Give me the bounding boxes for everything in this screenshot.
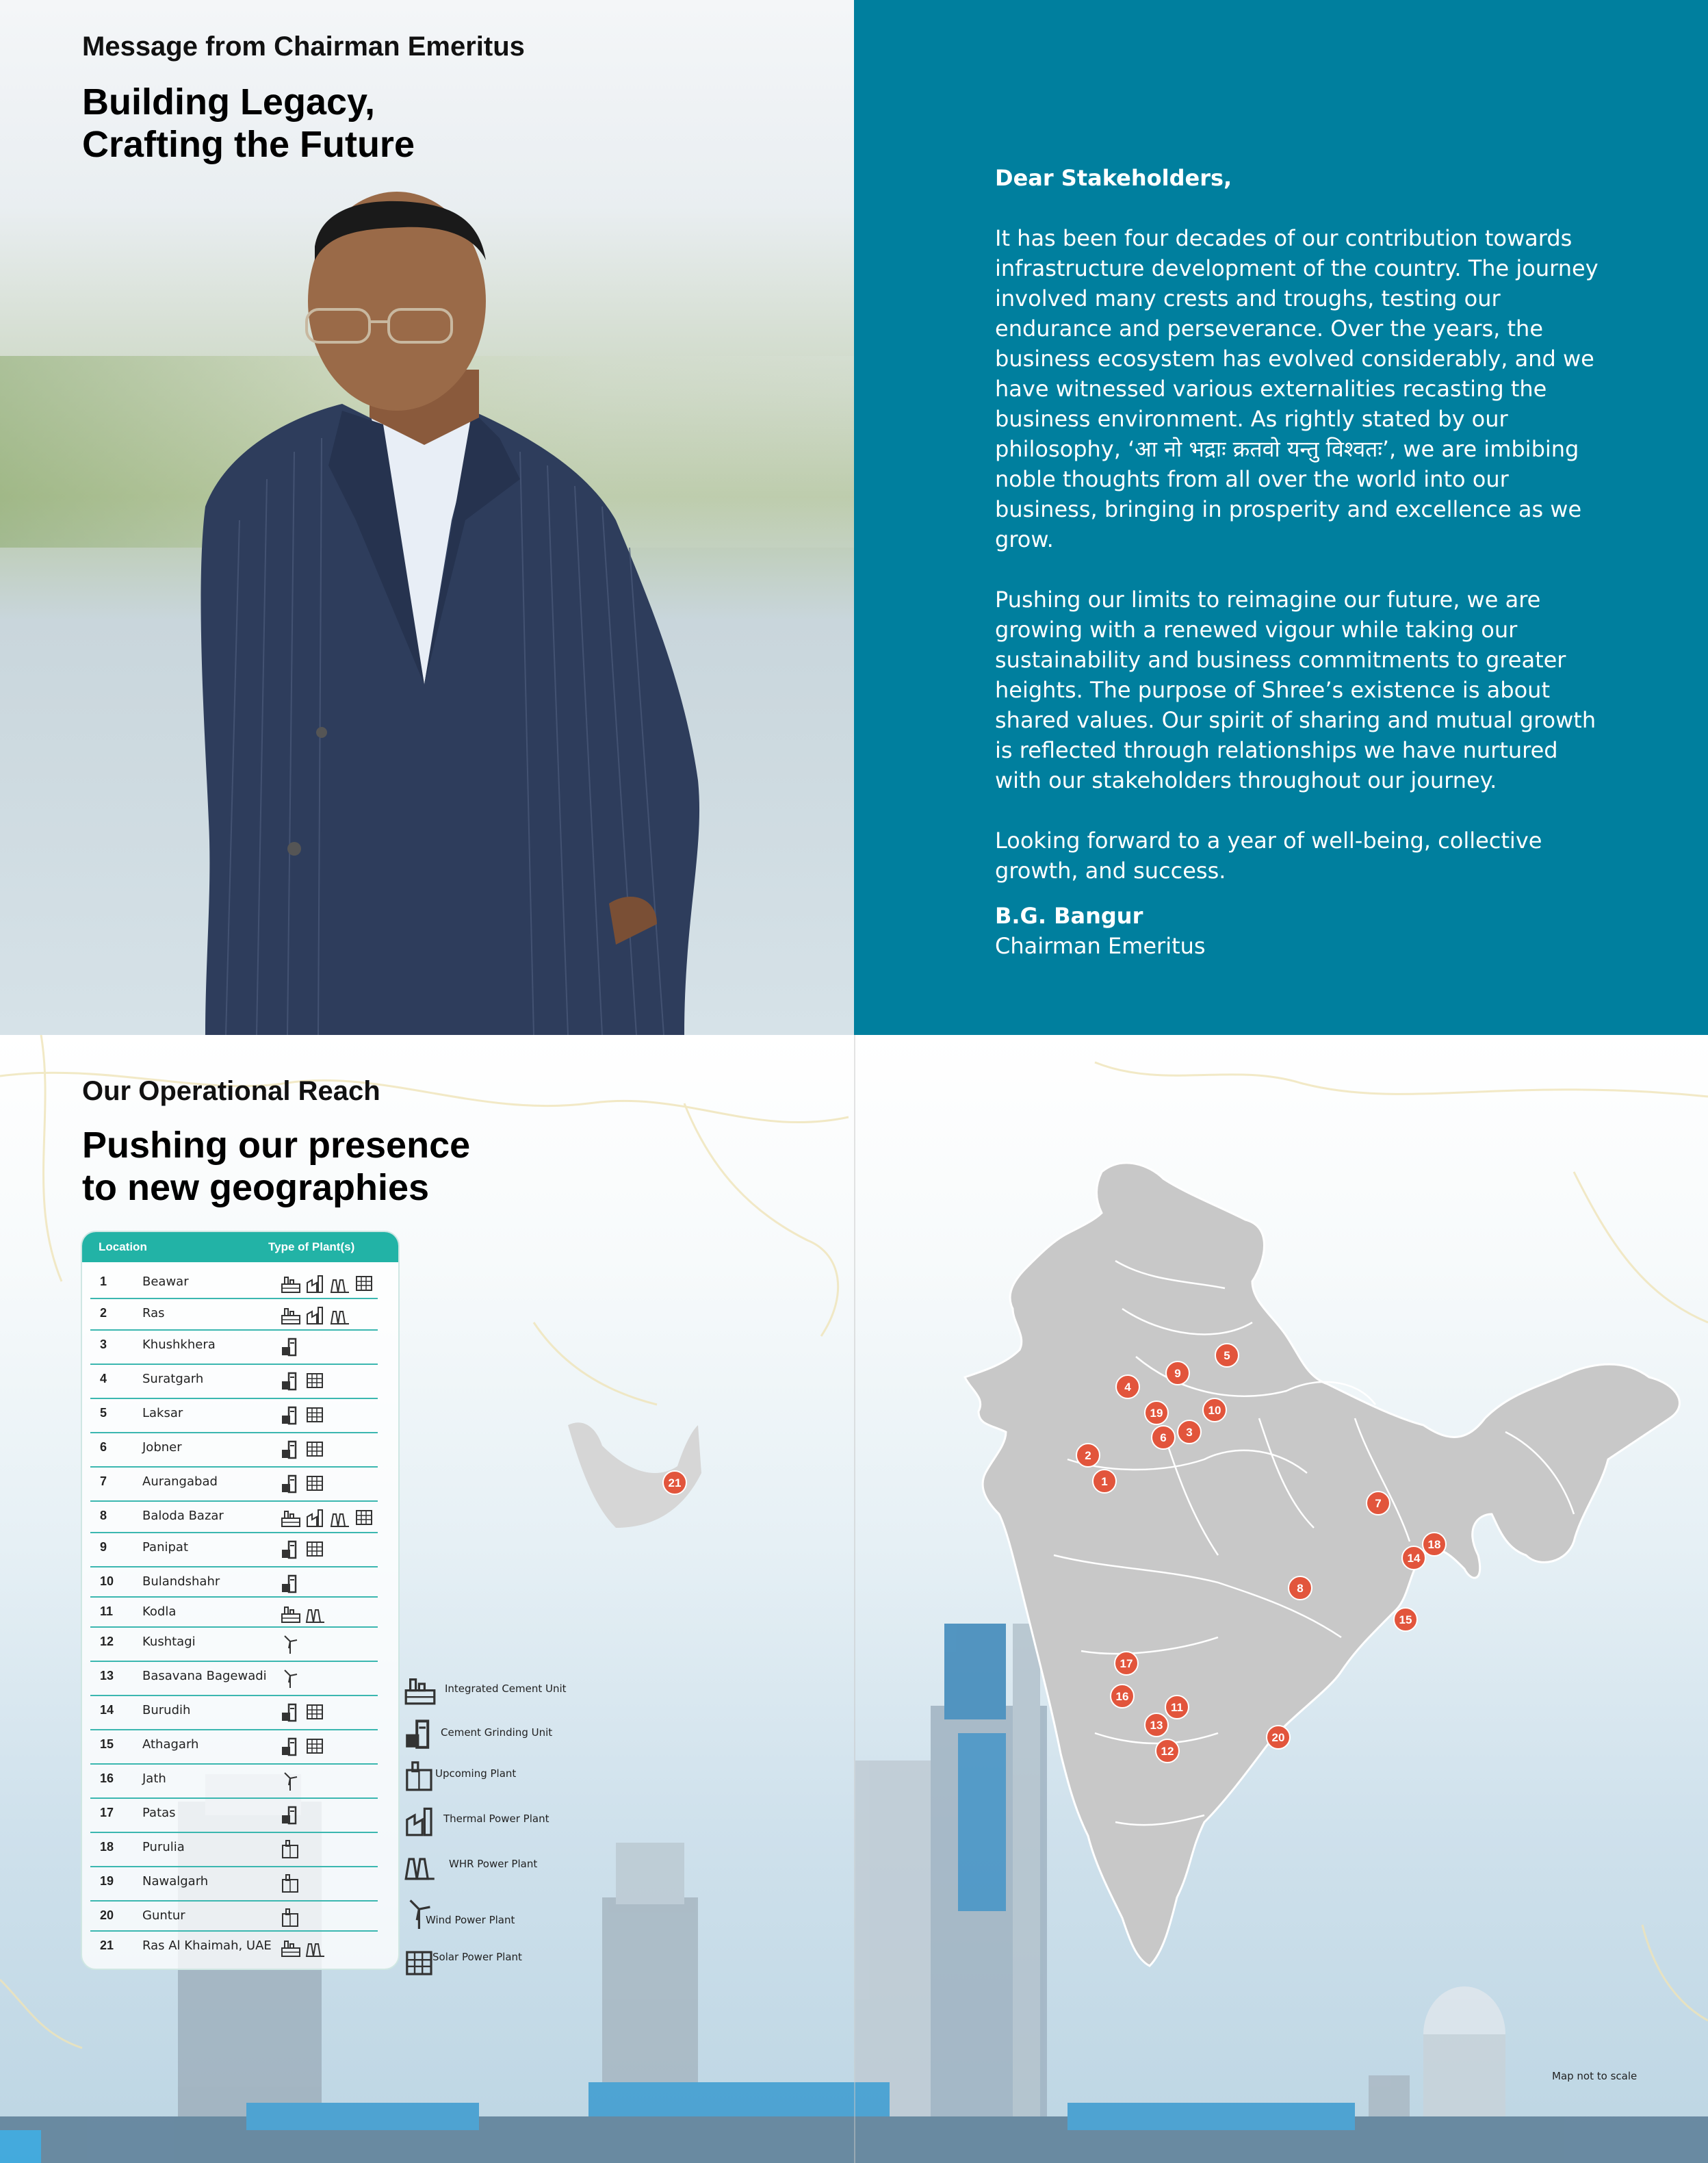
legend-solar-icon [404, 1947, 437, 1980]
plant-type-icons [281, 1633, 383, 1656]
plant-type-icons [281, 1439, 383, 1462]
map-pin-8 [1289, 1576, 1312, 1600]
wind-plant-icon [285, 1773, 297, 1791]
page-title [82, 81, 415, 166]
map-pin-9 [1166, 1361, 1189, 1385]
svg-text:7: 7 [1375, 1497, 1382, 1510]
row-number: 3 [100, 1338, 107, 1351]
plant-type-icons [281, 1573, 383, 1596]
solar-plant-icon [357, 1511, 372, 1524]
legend-whr-icon [404, 1848, 437, 1881]
legend-thermal-icon [404, 1804, 437, 1837]
row-location: Kodla [142, 1604, 177, 1619]
row-location: Baloda Bazar [142, 1509, 224, 1523]
table-row [90, 1540, 378, 1567]
plant-type-icons [281, 1603, 383, 1626]
svg-text:10: 10 [1208, 1404, 1221, 1417]
plant-type-icons [281, 1839, 383, 1862]
legend-grinding-icon [404, 1717, 437, 1750]
row-location: Patas [142, 1806, 176, 1820]
plant-location-table [81, 1231, 400, 1970]
grinding-plant-icon [282, 1373, 296, 1390]
plant-type-icons [281, 1907, 383, 1930]
row-number: 13 [100, 1669, 114, 1682]
row-location: Basavana Bagewadi [142, 1669, 267, 1683]
map-pin-11 [1165, 1695, 1189, 1719]
legend-label: Thermal Power Plant [443, 1813, 549, 1825]
plant-type-icons [281, 1770, 383, 1793]
table-row [90, 1604, 378, 1628]
letter-paragraph: Pushing our limits to reimagine our future, we are growing with a renewed vigour while taking our sustainability and business commitments to greater heights. The purpose of Shree’s existence is about shared values. Our spirit of sharing and mutual growth is reflected through relationships we have nurtured with our stakeholders throughout our journey. [995, 587, 1596, 793]
grinding-plant-icon [282, 1339, 296, 1355]
grinding-plant-icon [282, 1576, 296, 1592]
chairman-message-section [0, 0, 1708, 1035]
letter-paragraph: It has been four decades of our contribution towards infrastructure development of the country. The journey involved many crests and troughs, testing our endurance and perseverance. Over the years, the business ecosystem has evolved considerably, and we have witnessed various externalities recasting the business environment. As rightly stated by our philosophy, ‘आ नो भद्राः क्रतवो यन्तु विश्वतः’, we are imbibing noble thoughts from all over the world into our business, bringing in prosperity and excellence as we grow. [995, 225, 1599, 552]
svg-text:21: 21 [668, 1476, 682, 1489]
integrated-plant-icon [282, 1941, 300, 1956]
table-row [90, 1908, 378, 1932]
thermal-plant-icon [307, 1276, 322, 1292]
table-row [90, 1372, 378, 1399]
svg-text:3: 3 [1186, 1426, 1193, 1439]
table-row [90, 1509, 378, 1533]
row-number: 17 [100, 1806, 114, 1819]
svg-text:17: 17 [1120, 1657, 1133, 1670]
row-location: Khushkhera [142, 1338, 216, 1352]
table-row [90, 1440, 378, 1468]
svg-text:19: 19 [1150, 1407, 1163, 1420]
map-pin-6 [1152, 1426, 1175, 1449]
table-row [90, 1874, 378, 1902]
row-location: Burudih [142, 1703, 191, 1717]
chairman-photo-panel [0, 0, 854, 1035]
table-row [90, 1474, 378, 1502]
svg-text:5: 5 [1224, 1349, 1230, 1362]
svg-text:1: 1 [1101, 1475, 1108, 1488]
row-number: 8 [100, 1509, 107, 1522]
solar-plant-icon [307, 1408, 322, 1422]
table-row [90, 1669, 378, 1696]
letter-paragraph: Looking forward to a year of well-being, collective growth, and success. [995, 828, 1542, 884]
row-number: 16 [100, 1771, 114, 1785]
map-pin-21 [663, 1471, 686, 1494]
row-location: Panipat [142, 1540, 188, 1554]
solar-plant-icon [307, 1739, 322, 1753]
table-row [90, 1275, 378, 1299]
map-pin-5 [1215, 1344, 1239, 1367]
upcoming-plant-icon [283, 1841, 298, 1858]
letter-panel [854, 0, 1708, 1035]
map-pin-12 [1156, 1739, 1179, 1763]
row-location: Ras [142, 1306, 165, 1320]
plant-type-icons [281, 1305, 383, 1328]
plant-type-icons [281, 1370, 383, 1394]
map-pin-3 [1178, 1420, 1201, 1444]
whr-plant-icon [331, 1280, 349, 1292]
india-outline [965, 1163, 1679, 1966]
plant-type-icons [281, 1336, 383, 1359]
row-number: 9 [100, 1540, 107, 1554]
plant-type-icons [281, 1405, 383, 1428]
row-location: Jath [142, 1771, 166, 1786]
map-pin-10 [1203, 1398, 1226, 1422]
section-kicker: Our Operational Reach [82, 1076, 380, 1106]
solar-plant-icon [307, 1542, 322, 1556]
row-location: Athagarh [142, 1737, 199, 1752]
row-number: 6 [100, 1440, 107, 1454]
map-pin-19 [1145, 1401, 1168, 1424]
row-number: 12 [100, 1635, 114, 1648]
svg-text:18: 18 [1427, 1538, 1441, 1551]
map-pin-13 [1145, 1713, 1168, 1737]
legend-label: Upcoming Plant [435, 1767, 517, 1780]
thermal-plant-icon [307, 1510, 322, 1526]
table-row [90, 1771, 378, 1799]
svg-text:14: 14 [1407, 1552, 1421, 1565]
whr-plant-icon [331, 1514, 349, 1526]
row-location: Kushtagi [142, 1635, 196, 1649]
table-row [90, 1806, 378, 1833]
plant-type-icons [281, 1937, 383, 1960]
solar-plant-icon [307, 1705, 322, 1719]
map-pin-17 [1115, 1652, 1138, 1675]
row-number: 7 [100, 1474, 107, 1488]
map-pin-1 [1093, 1470, 1116, 1493]
map-pin-14 [1402, 1546, 1425, 1570]
table-row [90, 1406, 378, 1433]
legend-label: Wind Power Plant [426, 1914, 515, 1926]
table-row [90, 1635, 378, 1662]
headline-line-2: Crafting the Future [82, 124, 415, 166]
row-location: Nawalgarh [142, 1874, 209, 1889]
table-header [82, 1232, 398, 1262]
row-number: 19 [100, 1874, 114, 1888]
legend-integrated-icon [404, 1673, 437, 1706]
plant-type-icons [281, 1702, 383, 1725]
map-pin-4 [1116, 1375, 1139, 1398]
solar-plant-icon [307, 1476, 322, 1490]
integrated-plant-icon [282, 1607, 300, 1622]
row-location: Suratgarh [142, 1372, 204, 1386]
integrated-plant-icon [282, 1277, 300, 1292]
plant-type-icons [281, 1667, 383, 1691]
row-number: 1 [100, 1275, 107, 1288]
map-pin-7 [1367, 1492, 1390, 1515]
svg-text:8: 8 [1297, 1582, 1304, 1595]
wind-plant-icon [285, 1636, 297, 1654]
whr-plant-icon [307, 1610, 324, 1622]
integrated-plant-icon [282, 1511, 300, 1526]
row-number: 10 [100, 1574, 114, 1588]
grinding-plant-icon [282, 1407, 296, 1424]
map-scale-note: Map not to scale [1552, 2070, 1638, 2082]
upcoming-plant-icon [283, 1875, 298, 1892]
letter-body [995, 163, 1611, 961]
plant-type-icons [281, 1804, 383, 1828]
grinding-plant-icon [282, 1476, 296, 1492]
solar-plant-icon [357, 1277, 372, 1290]
row-location: Guntur [142, 1908, 185, 1923]
legend-label: Solar Power Plant [432, 1951, 522, 1963]
row-number: 18 [100, 1840, 114, 1854]
greeting: Dear Stakeholders, [995, 165, 1232, 191]
row-number: 15 [100, 1737, 114, 1751]
whr-plant-icon [331, 1311, 349, 1324]
column-header-location: Location [99, 1240, 147, 1253]
svg-text:12: 12 [1161, 1745, 1174, 1758]
map-pin-20 [1267, 1726, 1290, 1749]
row-number: 20 [100, 1908, 114, 1922]
svg-text:4: 4 [1124, 1381, 1131, 1394]
legend-label: Integrated Cement Unit [445, 1682, 567, 1695]
svg-text:6: 6 [1160, 1431, 1167, 1444]
row-location: Beawar [142, 1275, 189, 1289]
row-number: 14 [100, 1703, 114, 1717]
grinding-plant-icon [282, 1704, 296, 1721]
signatory-name: B.G. Bangur [995, 903, 1143, 929]
wind-plant-icon [285, 1670, 297, 1688]
plant-type-icons [281, 1736, 383, 1759]
row-location: Ras Al Khaimah, UAE [142, 1938, 272, 1953]
headline-line-2: to new geographies [82, 1167, 430, 1209]
table-row [90, 1306, 378, 1331]
table-row [90, 1574, 378, 1598]
map-pin-2 [1076, 1444, 1100, 1467]
upcoming-plant-icon [283, 1909, 298, 1926]
row-number: 2 [100, 1306, 107, 1320]
integrated-plant-icon [282, 1309, 300, 1324]
map-pin-15 [1394, 1608, 1417, 1631]
plant-type-icons [281, 1873, 383, 1896]
legend-label: Cement Grinding Unit [441, 1726, 553, 1739]
signatory-title: Chairman Emeritus [995, 933, 1206, 959]
row-number: 21 [100, 1938, 114, 1952]
table-row [90, 1840, 378, 1867]
table-row [90, 1938, 378, 1959]
svg-text:11: 11 [1171, 1701, 1183, 1714]
row-number: 5 [100, 1406, 107, 1420]
plant-type-icons [281, 1539, 383, 1562]
headline-line-1: Building Legacy, [82, 81, 376, 123]
grinding-plant-icon [282, 1739, 296, 1755]
plant-type-icons [281, 1273, 383, 1296]
headline-line-1: Pushing our presence [82, 1125, 471, 1166]
row-location: Bulandshahr [142, 1574, 220, 1589]
map-pin-16 [1111, 1685, 1134, 1708]
grinding-plant-icon [282, 1442, 296, 1458]
column-header-type: Type of Plant(s) [268, 1240, 355, 1253]
legend-label: WHR Power Plant [449, 1858, 538, 1870]
row-number: 4 [100, 1372, 107, 1385]
section-kicker: Message from Chairman Emeritus [82, 31, 525, 62]
svg-text:13: 13 [1150, 1719, 1163, 1732]
table-row [90, 1338, 378, 1365]
svg-text:9: 9 [1174, 1367, 1181, 1380]
table-row [90, 1703, 378, 1730]
whr-plant-icon [307, 1944, 324, 1956]
row-number: 11 [100, 1604, 114, 1618]
legend-upcoming-icon [404, 1759, 437, 1792]
grinding-plant-icon [282, 1541, 296, 1558]
plant-type-icons [281, 1507, 383, 1531]
row-location: Jobner [142, 1440, 182, 1455]
grinding-plant-icon [282, 1807, 296, 1823]
plant-type-icons [281, 1473, 383, 1496]
row-location: Aurangabad [142, 1474, 218, 1489]
solar-plant-icon [307, 1374, 322, 1387]
solar-plant-icon [307, 1442, 322, 1456]
svg-text:2: 2 [1085, 1449, 1091, 1462]
svg-text:16: 16 [1115, 1690, 1129, 1703]
svg-text:20: 20 [1271, 1731, 1285, 1744]
svg-text:15: 15 [1399, 1613, 1412, 1626]
row-location: Purulia [142, 1840, 185, 1854]
thermal-plant-icon [307, 1307, 322, 1324]
row-location: Laksar [142, 1406, 183, 1420]
table-row [90, 1737, 378, 1765]
map-pin-18 [1423, 1533, 1446, 1556]
